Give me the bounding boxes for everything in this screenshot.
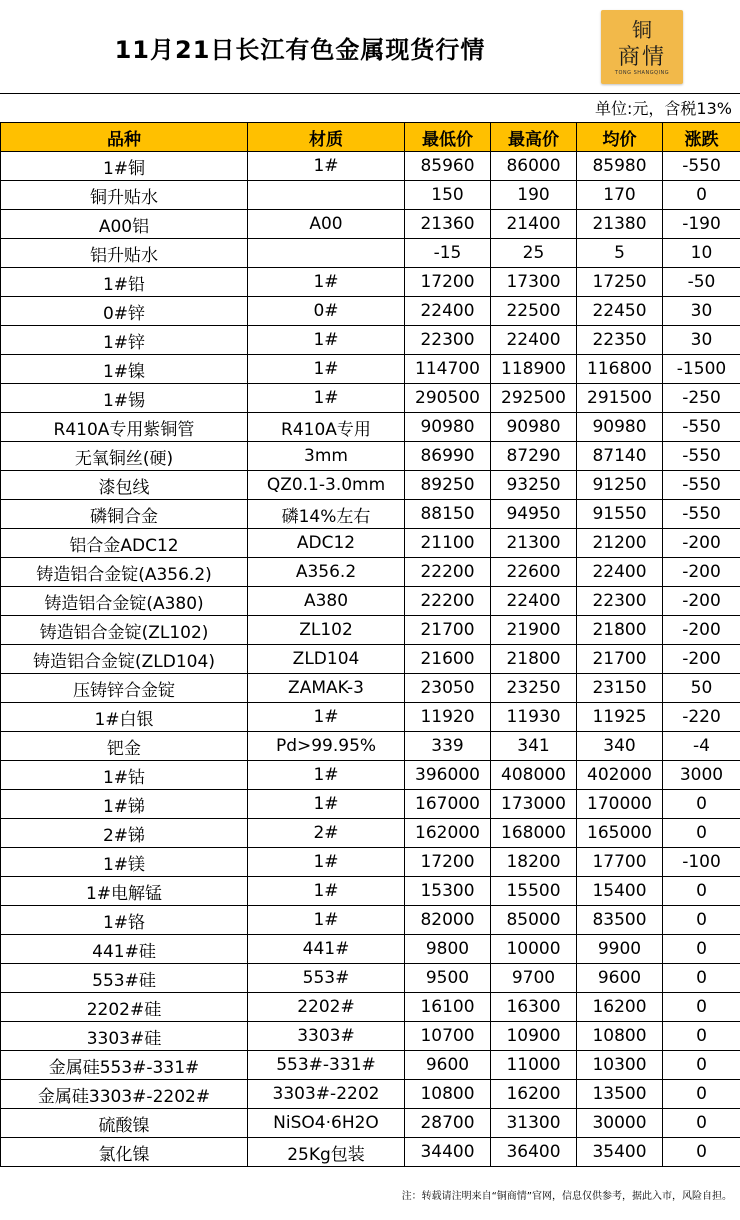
material-cell: 1# bbox=[248, 790, 405, 819]
material-cell: ZL102 bbox=[248, 616, 405, 645]
avg-price-cell: 340 bbox=[577, 732, 663, 761]
table-row bbox=[1, 152, 740, 181]
page-title: 11月21日长江有色金属现货行情 bbox=[114, 36, 486, 64]
table-row bbox=[1, 645, 740, 674]
column-change-header: 涨跌 bbox=[663, 123, 740, 152]
avg-price-cell: 17250 bbox=[577, 268, 663, 297]
material-cell: ADC12 bbox=[248, 529, 405, 558]
variety-cell: 1#锡 bbox=[1, 384, 248, 413]
variety-cell: 氯化镍 bbox=[1, 1138, 248, 1167]
table-row bbox=[1, 326, 740, 355]
change-cell: 0 bbox=[663, 1109, 740, 1138]
change-cell: 50 bbox=[663, 674, 740, 703]
variety-cell: 铝升贴水 bbox=[1, 239, 248, 268]
variety-cell: 1#锑 bbox=[1, 790, 248, 819]
column-max-price-header: 最高价 bbox=[491, 123, 577, 152]
max-price-cell: 85000 bbox=[491, 906, 577, 935]
min-price-cell: 396000 bbox=[405, 761, 491, 790]
table-row bbox=[1, 384, 740, 413]
material-cell: ZLD104 bbox=[248, 645, 405, 674]
table-row bbox=[1, 558, 740, 587]
variety-cell: 铝合金ADC12 bbox=[1, 529, 248, 558]
change-cell: 0 bbox=[663, 181, 740, 210]
table-row bbox=[1, 413, 740, 442]
change-cell: 30 bbox=[663, 297, 740, 326]
variety-cell: 铸造铝合金锭(ZL102) bbox=[1, 616, 248, 645]
material-cell: 553# bbox=[248, 964, 405, 993]
variety-cell: 1#镁 bbox=[1, 848, 248, 877]
avg-price-cell: 13500 bbox=[577, 1080, 663, 1109]
material-cell: ZAMAK-3 bbox=[248, 674, 405, 703]
material-cell: 1# bbox=[248, 326, 405, 355]
min-price-cell: 9800 bbox=[405, 935, 491, 964]
variety-cell: 铸造铝合金锭(A356.2) bbox=[1, 558, 248, 587]
max-price-cell: 90980 bbox=[491, 413, 577, 442]
material-cell: 1# bbox=[248, 877, 405, 906]
material-cell: 3303# bbox=[248, 1022, 405, 1051]
max-price-cell: 22400 bbox=[491, 587, 577, 616]
avg-price-cell: 21380 bbox=[577, 210, 663, 239]
change-cell: 0 bbox=[663, 906, 740, 935]
max-price-cell: 21900 bbox=[491, 616, 577, 645]
min-price-cell: 22200 bbox=[405, 558, 491, 587]
avg-price-cell: 9900 bbox=[577, 935, 663, 964]
max-price-cell: 22500 bbox=[491, 297, 577, 326]
table-body bbox=[1, 152, 740, 1167]
variety-cell: R410A专用紫铜管 bbox=[1, 413, 248, 442]
variety-cell: 3303#硅 bbox=[1, 1022, 248, 1051]
table-row bbox=[1, 761, 740, 790]
avg-price-cell: 22450 bbox=[577, 297, 663, 326]
table-row bbox=[1, 1022, 740, 1051]
change-cell: 0 bbox=[663, 790, 740, 819]
max-price-cell: 31300 bbox=[491, 1109, 577, 1138]
variety-cell: A00铝 bbox=[1, 210, 248, 239]
variety-cell: 磷铜合金 bbox=[1, 500, 248, 529]
table-header-row bbox=[1, 123, 740, 152]
material-cell: A380 bbox=[248, 587, 405, 616]
variety-cell: 铸造铝合金锭(A380) bbox=[1, 587, 248, 616]
footer-note: 注：转载请注明来自“铜商情”官网，信息仅供参考，据此入市，风险自担。 bbox=[401, 1191, 732, 1202]
material-cell: 1# bbox=[248, 906, 405, 935]
table-row bbox=[1, 442, 740, 471]
logo-subtext: TONG SHANGQING bbox=[614, 70, 670, 76]
variety-cell: 1#铜 bbox=[1, 152, 248, 181]
change-cell: -200 bbox=[663, 616, 740, 645]
column-material-header: 材质 bbox=[248, 123, 405, 152]
max-price-cell: 18200 bbox=[491, 848, 577, 877]
variety-cell: 2#锑 bbox=[1, 819, 248, 848]
max-price-cell: 341 bbox=[491, 732, 577, 761]
material-cell bbox=[248, 181, 405, 210]
variety-cell: 1#镍 bbox=[1, 355, 248, 384]
avg-price-cell: 170 bbox=[577, 181, 663, 210]
max-price-cell: 10000 bbox=[491, 935, 577, 964]
change-cell: -550 bbox=[663, 442, 740, 471]
change-cell: -200 bbox=[663, 587, 740, 616]
column-min-price-header: 最低价 bbox=[405, 123, 491, 152]
change-cell: -220 bbox=[663, 703, 740, 732]
variety-cell: 压铸锌合金锭 bbox=[1, 674, 248, 703]
change-cell: 0 bbox=[663, 1022, 740, 1051]
max-price-cell: 93250 bbox=[491, 471, 577, 500]
table-row bbox=[1, 877, 740, 906]
min-price-cell: 11920 bbox=[405, 703, 491, 732]
table-row bbox=[1, 848, 740, 877]
max-price-cell: 118900 bbox=[491, 355, 577, 384]
price-table bbox=[0, 122, 740, 1167]
min-price-cell: 21700 bbox=[405, 616, 491, 645]
max-price-cell: 173000 bbox=[491, 790, 577, 819]
min-price-cell: 162000 bbox=[405, 819, 491, 848]
variety-cell: 1#钴 bbox=[1, 761, 248, 790]
variety-cell: 0#锌 bbox=[1, 297, 248, 326]
min-price-cell: 89250 bbox=[405, 471, 491, 500]
table-row bbox=[1, 819, 740, 848]
material-cell: A00 bbox=[248, 210, 405, 239]
avg-price-cell: 11925 bbox=[577, 703, 663, 732]
change-cell: -250 bbox=[663, 384, 740, 413]
change-cell: -50 bbox=[663, 268, 740, 297]
change-cell: -200 bbox=[663, 645, 740, 674]
variety-cell: 无氧铜丝(硬) bbox=[1, 442, 248, 471]
table-row bbox=[1, 1138, 740, 1167]
material-cell: 1# bbox=[248, 384, 405, 413]
min-price-cell: 21360 bbox=[405, 210, 491, 239]
table-row bbox=[1, 239, 740, 268]
min-price-cell: 17200 bbox=[405, 268, 491, 297]
max-price-cell: 36400 bbox=[491, 1138, 577, 1167]
max-price-cell: 10900 bbox=[491, 1022, 577, 1051]
change-cell: 0 bbox=[663, 877, 740, 906]
unit-label: 单位:元，含税13% bbox=[595, 99, 732, 118]
avg-price-cell: 17700 bbox=[577, 848, 663, 877]
material-cell: NiSO4·6H2O bbox=[248, 1109, 405, 1138]
min-price-cell: 114700 bbox=[405, 355, 491, 384]
avg-price-cell: 10300 bbox=[577, 1051, 663, 1080]
logo-glyph: 铜 bbox=[632, 18, 652, 42]
min-price-cell: 290500 bbox=[405, 384, 491, 413]
material-cell: 1# bbox=[248, 268, 405, 297]
min-price-cell: 16100 bbox=[405, 993, 491, 1022]
table-row bbox=[1, 355, 740, 384]
avg-price-cell: 35400 bbox=[577, 1138, 663, 1167]
material-cell: 3mm bbox=[248, 442, 405, 471]
max-price-cell: 168000 bbox=[491, 819, 577, 848]
avg-price-cell: 85980 bbox=[577, 152, 663, 181]
avg-price-cell: 402000 bbox=[577, 761, 663, 790]
table-row bbox=[1, 790, 740, 819]
avg-price-cell: 23150 bbox=[577, 674, 663, 703]
material-cell: Pd>99.95% bbox=[248, 732, 405, 761]
avg-price-cell: 22400 bbox=[577, 558, 663, 587]
material-cell: 2# bbox=[248, 819, 405, 848]
material-cell: 441# bbox=[248, 935, 405, 964]
change-cell: -550 bbox=[663, 471, 740, 500]
max-price-cell: 22400 bbox=[491, 326, 577, 355]
change-cell: -200 bbox=[663, 558, 740, 587]
avg-price-cell: 21200 bbox=[577, 529, 663, 558]
min-price-cell: 21100 bbox=[405, 529, 491, 558]
avg-price-cell: 21800 bbox=[577, 616, 663, 645]
max-price-cell: 15500 bbox=[491, 877, 577, 906]
table-row bbox=[1, 500, 740, 529]
min-price-cell: 167000 bbox=[405, 790, 491, 819]
material-cell: 3303#-2202 bbox=[248, 1080, 405, 1109]
variety-cell: 1#白银 bbox=[1, 703, 248, 732]
variety-cell: 1#铬 bbox=[1, 906, 248, 935]
page-header bbox=[0, 0, 740, 94]
table-row bbox=[1, 587, 740, 616]
max-price-cell: 21300 bbox=[491, 529, 577, 558]
material-cell: A356.2 bbox=[248, 558, 405, 587]
change-cell: -190 bbox=[663, 210, 740, 239]
variety-cell: 441#硅 bbox=[1, 935, 248, 964]
avg-price-cell: 83500 bbox=[577, 906, 663, 935]
max-price-cell: 11930 bbox=[491, 703, 577, 732]
column-avg-price-header: 均价 bbox=[577, 123, 663, 152]
table-row bbox=[1, 703, 740, 732]
variety-cell: 铸造铝合金锭(ZLD104) bbox=[1, 645, 248, 674]
column-variety-header: 品种 bbox=[1, 123, 248, 152]
change-cell: -4 bbox=[663, 732, 740, 761]
avg-price-cell: 90980 bbox=[577, 413, 663, 442]
min-price-cell: 85960 bbox=[405, 152, 491, 181]
min-price-cell: 88150 bbox=[405, 500, 491, 529]
change-cell: 0 bbox=[663, 819, 740, 848]
max-price-cell: 86000 bbox=[491, 152, 577, 181]
min-price-cell: 22400 bbox=[405, 297, 491, 326]
material-cell: QZ0.1-3.0mm bbox=[248, 471, 405, 500]
change-cell: -200 bbox=[663, 529, 740, 558]
change-cell: 0 bbox=[663, 1051, 740, 1080]
variety-cell: 1#锌 bbox=[1, 326, 248, 355]
avg-price-cell: 16200 bbox=[577, 993, 663, 1022]
material-cell: R410A专用 bbox=[248, 413, 405, 442]
avg-price-cell: 87140 bbox=[577, 442, 663, 471]
min-price-cell: 23050 bbox=[405, 674, 491, 703]
min-price-cell: 21600 bbox=[405, 645, 491, 674]
min-price-cell: 22200 bbox=[405, 587, 491, 616]
min-price-cell: 17200 bbox=[405, 848, 491, 877]
min-price-cell: 22300 bbox=[405, 326, 491, 355]
material-cell: 2202# bbox=[248, 993, 405, 1022]
avg-price-cell: 15400 bbox=[577, 877, 663, 906]
min-price-cell: 90980 bbox=[405, 413, 491, 442]
table-row bbox=[1, 732, 740, 761]
variety-cell: 漆包线 bbox=[1, 471, 248, 500]
change-cell: 3000 bbox=[663, 761, 740, 790]
avg-price-cell: 9600 bbox=[577, 964, 663, 993]
min-price-cell: 150 bbox=[405, 181, 491, 210]
table-row bbox=[1, 674, 740, 703]
material-cell: 1# bbox=[248, 761, 405, 790]
max-price-cell: 16200 bbox=[491, 1080, 577, 1109]
max-price-cell: 22600 bbox=[491, 558, 577, 587]
table-row bbox=[1, 1109, 740, 1138]
avg-price-cell: 291500 bbox=[577, 384, 663, 413]
material-cell: 1# bbox=[248, 355, 405, 384]
material-cell bbox=[248, 239, 405, 268]
avg-price-cell: 91550 bbox=[577, 500, 663, 529]
avg-price-cell: 116800 bbox=[577, 355, 663, 384]
min-price-cell: 10700 bbox=[405, 1022, 491, 1051]
variety-cell: 2202#硅 bbox=[1, 993, 248, 1022]
material-cell: 1# bbox=[248, 703, 405, 732]
avg-price-cell: 22350 bbox=[577, 326, 663, 355]
variety-cell: 1#铅 bbox=[1, 268, 248, 297]
avg-price-cell: 30000 bbox=[577, 1109, 663, 1138]
table-row bbox=[1, 210, 740, 239]
change-cell: 0 bbox=[663, 993, 740, 1022]
avg-price-cell: 91250 bbox=[577, 471, 663, 500]
change-cell: 30 bbox=[663, 326, 740, 355]
logo bbox=[601, 10, 683, 84]
variety-cell: 金属硅553#-331# bbox=[1, 1051, 248, 1080]
table-row bbox=[1, 1080, 740, 1109]
variety-cell: 金属硅3303#-2202# bbox=[1, 1080, 248, 1109]
table-row bbox=[1, 268, 740, 297]
material-cell: 磷14%左右 bbox=[248, 500, 405, 529]
avg-price-cell: 170000 bbox=[577, 790, 663, 819]
material-cell: 0# bbox=[248, 297, 405, 326]
avg-price-cell: 10800 bbox=[577, 1022, 663, 1051]
max-price-cell: 23250 bbox=[491, 674, 577, 703]
max-price-cell: 408000 bbox=[491, 761, 577, 790]
variety-cell: 硫酸镍 bbox=[1, 1109, 248, 1138]
min-price-cell: 15300 bbox=[405, 877, 491, 906]
table-row bbox=[1, 181, 740, 210]
material-cell: 553#-331# bbox=[248, 1051, 405, 1080]
change-cell: 0 bbox=[663, 935, 740, 964]
variety-cell: 铜升贴水 bbox=[1, 181, 248, 210]
min-price-cell: 10800 bbox=[405, 1080, 491, 1109]
change-cell: 10 bbox=[663, 239, 740, 268]
table-row bbox=[1, 906, 740, 935]
min-price-cell: 9600 bbox=[405, 1051, 491, 1080]
max-price-cell: 190 bbox=[491, 181, 577, 210]
table-row bbox=[1, 993, 740, 1022]
material-cell: 25Kg包装 bbox=[248, 1138, 405, 1167]
max-price-cell: 292500 bbox=[491, 384, 577, 413]
min-price-cell: 82000 bbox=[405, 906, 491, 935]
max-price-cell: 25 bbox=[491, 239, 577, 268]
change-cell: 0 bbox=[663, 1138, 740, 1167]
change-cell: -550 bbox=[663, 152, 740, 181]
variety-cell: 1#电解锰 bbox=[1, 877, 248, 906]
min-price-cell: 28700 bbox=[405, 1109, 491, 1138]
max-price-cell: 16300 bbox=[491, 993, 577, 1022]
table-row bbox=[1, 1051, 740, 1080]
max-price-cell: 11000 bbox=[491, 1051, 577, 1080]
min-price-cell: 339 bbox=[405, 732, 491, 761]
change-cell: -1500 bbox=[663, 355, 740, 384]
avg-price-cell: 21700 bbox=[577, 645, 663, 674]
avg-price-cell: 5 bbox=[577, 239, 663, 268]
max-price-cell: 9700 bbox=[491, 964, 577, 993]
table-row bbox=[1, 935, 740, 964]
max-price-cell: 21800 bbox=[491, 645, 577, 674]
avg-price-cell: 22300 bbox=[577, 587, 663, 616]
max-price-cell: 21400 bbox=[491, 210, 577, 239]
min-price-cell: 34400 bbox=[405, 1138, 491, 1167]
max-price-cell: 87290 bbox=[491, 442, 577, 471]
material-cell: 1# bbox=[248, 152, 405, 181]
variety-cell: 553#硅 bbox=[1, 964, 248, 993]
avg-price-cell: 165000 bbox=[577, 819, 663, 848]
table-row bbox=[1, 964, 740, 993]
table-row bbox=[1, 471, 740, 500]
table-row bbox=[1, 529, 740, 558]
change-cell: 0 bbox=[663, 1080, 740, 1109]
change-cell: 0 bbox=[663, 964, 740, 993]
change-cell: -550 bbox=[663, 500, 740, 529]
logo-name: 商情 bbox=[617, 45, 666, 70]
table-row bbox=[1, 297, 740, 326]
min-price-cell: 9500 bbox=[405, 964, 491, 993]
max-price-cell: 17300 bbox=[491, 268, 577, 297]
change-cell: -550 bbox=[663, 413, 740, 442]
table-row bbox=[1, 616, 740, 645]
min-price-cell: 86990 bbox=[405, 442, 491, 471]
max-price-cell: 94950 bbox=[491, 500, 577, 529]
change-cell: -100 bbox=[663, 848, 740, 877]
min-price-cell: -15 bbox=[405, 239, 491, 268]
material-cell: 1# bbox=[248, 848, 405, 877]
variety-cell: 钯金 bbox=[1, 732, 248, 761]
